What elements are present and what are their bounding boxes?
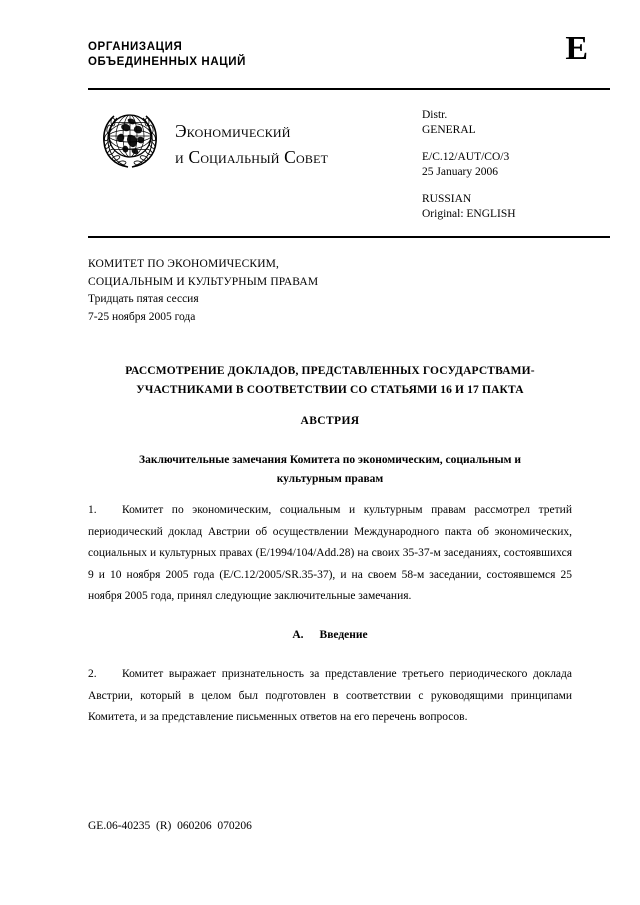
council-title-line1: Экономический xyxy=(175,121,291,141)
council-title xyxy=(175,118,328,170)
paragraph-2-text: Комитет выражает признательность за представление третьего периодического доклада Австрии, который в целом был подготовлен в соответствии с руководящими принципами Комитета, и за представление письменных ответов на его перечень вопросов. xyxy=(88,668,572,723)
committee-name-line1: КОМИТЕТ ПО ЭКОНОМИЧЕСКИМ, xyxy=(88,258,280,270)
paragraph-1-number: 1. xyxy=(88,504,97,516)
paragraph-2 xyxy=(88,664,572,729)
header-rule-top xyxy=(88,88,610,90)
organization-name-line1: ОРГАНИЗАЦИЯ xyxy=(88,41,183,53)
distribution-group xyxy=(422,108,516,137)
paragraph-2-number: 2. xyxy=(88,668,97,680)
document-subtitle xyxy=(108,451,552,489)
paragraph-1 xyxy=(88,500,572,608)
country-title: АВСТРИЯ xyxy=(300,415,360,427)
footer-reference: GE.06-40235 (R) 060206 070206 xyxy=(88,820,252,832)
document-subtitle-line2: культурным правам xyxy=(276,473,384,485)
distribution-block xyxy=(422,108,516,221)
distribution-value: GENERAL xyxy=(422,123,476,136)
document-title-line1: РАССМОТРЕНИЕ ДОКЛАДОВ, ПРЕДСТАВЛЕННЫХ ГОСУДАРСТВАМИ- xyxy=(125,365,535,377)
un-emblem xyxy=(98,107,162,171)
document-language: RUSSIAN xyxy=(422,193,472,205)
paragraph-1-text: Комитет по экономическим, социальным и культурным правам рассмотрел третий периодический доклад Австрии об осуществлении Международного пакта об экономических, социальных и культурных правах (E/1994/104/Add.28) на своих 35-37-м заседаниях, состоявшихся 9 и 10 ноября 2005 года (E/C.12/2005/SR.35-37), и на своем 58-м заседании, состоявшемся 25 ноября 2005 года, принял следующие заключительные замечания. xyxy=(88,504,572,602)
distribution-label: Distr. xyxy=(422,109,448,121)
document-original-language: Original: ENGLISH xyxy=(422,207,516,220)
organization-name xyxy=(88,40,246,69)
document-subtitle-line1: Заключительные замечания Комитета по экономическим, социальным и xyxy=(139,454,521,466)
language-group xyxy=(422,192,516,221)
header-rule-bottom xyxy=(88,236,610,238)
document-date: 25 January 2006 xyxy=(422,165,499,178)
document-symbol: E/C.12/AUT/CO/3 xyxy=(422,151,510,163)
section-a-title: Введение xyxy=(319,629,368,641)
document-symbol-letter: E xyxy=(565,30,588,67)
document-title-line2: УЧАСТНИКАМИ В СООТВЕТСТВИИ СО СТАТЬЯМИ 16 И 17 ПАКТА xyxy=(136,384,524,396)
section-a-letter: A. xyxy=(292,629,304,641)
section-heading-a xyxy=(88,629,572,641)
committee-block xyxy=(88,256,318,326)
committee-session-dates: 7-25 ноября 2005 года xyxy=(88,310,196,323)
council-title-line2: и Социальный Совет xyxy=(175,147,329,167)
committee-name-line2: СОЦИАЛЬНЫМ И КУЛЬТУРНЫМ ПРАВАМ xyxy=(88,275,319,288)
organization-name-line2: ОБЪЕДИНЕННЫХ НАЦИЙ xyxy=(88,55,246,68)
committee-session: Тридцать пятая сессия xyxy=(88,293,199,305)
document-title xyxy=(88,362,572,400)
symbol-group xyxy=(422,150,516,179)
masthead xyxy=(88,30,610,70)
